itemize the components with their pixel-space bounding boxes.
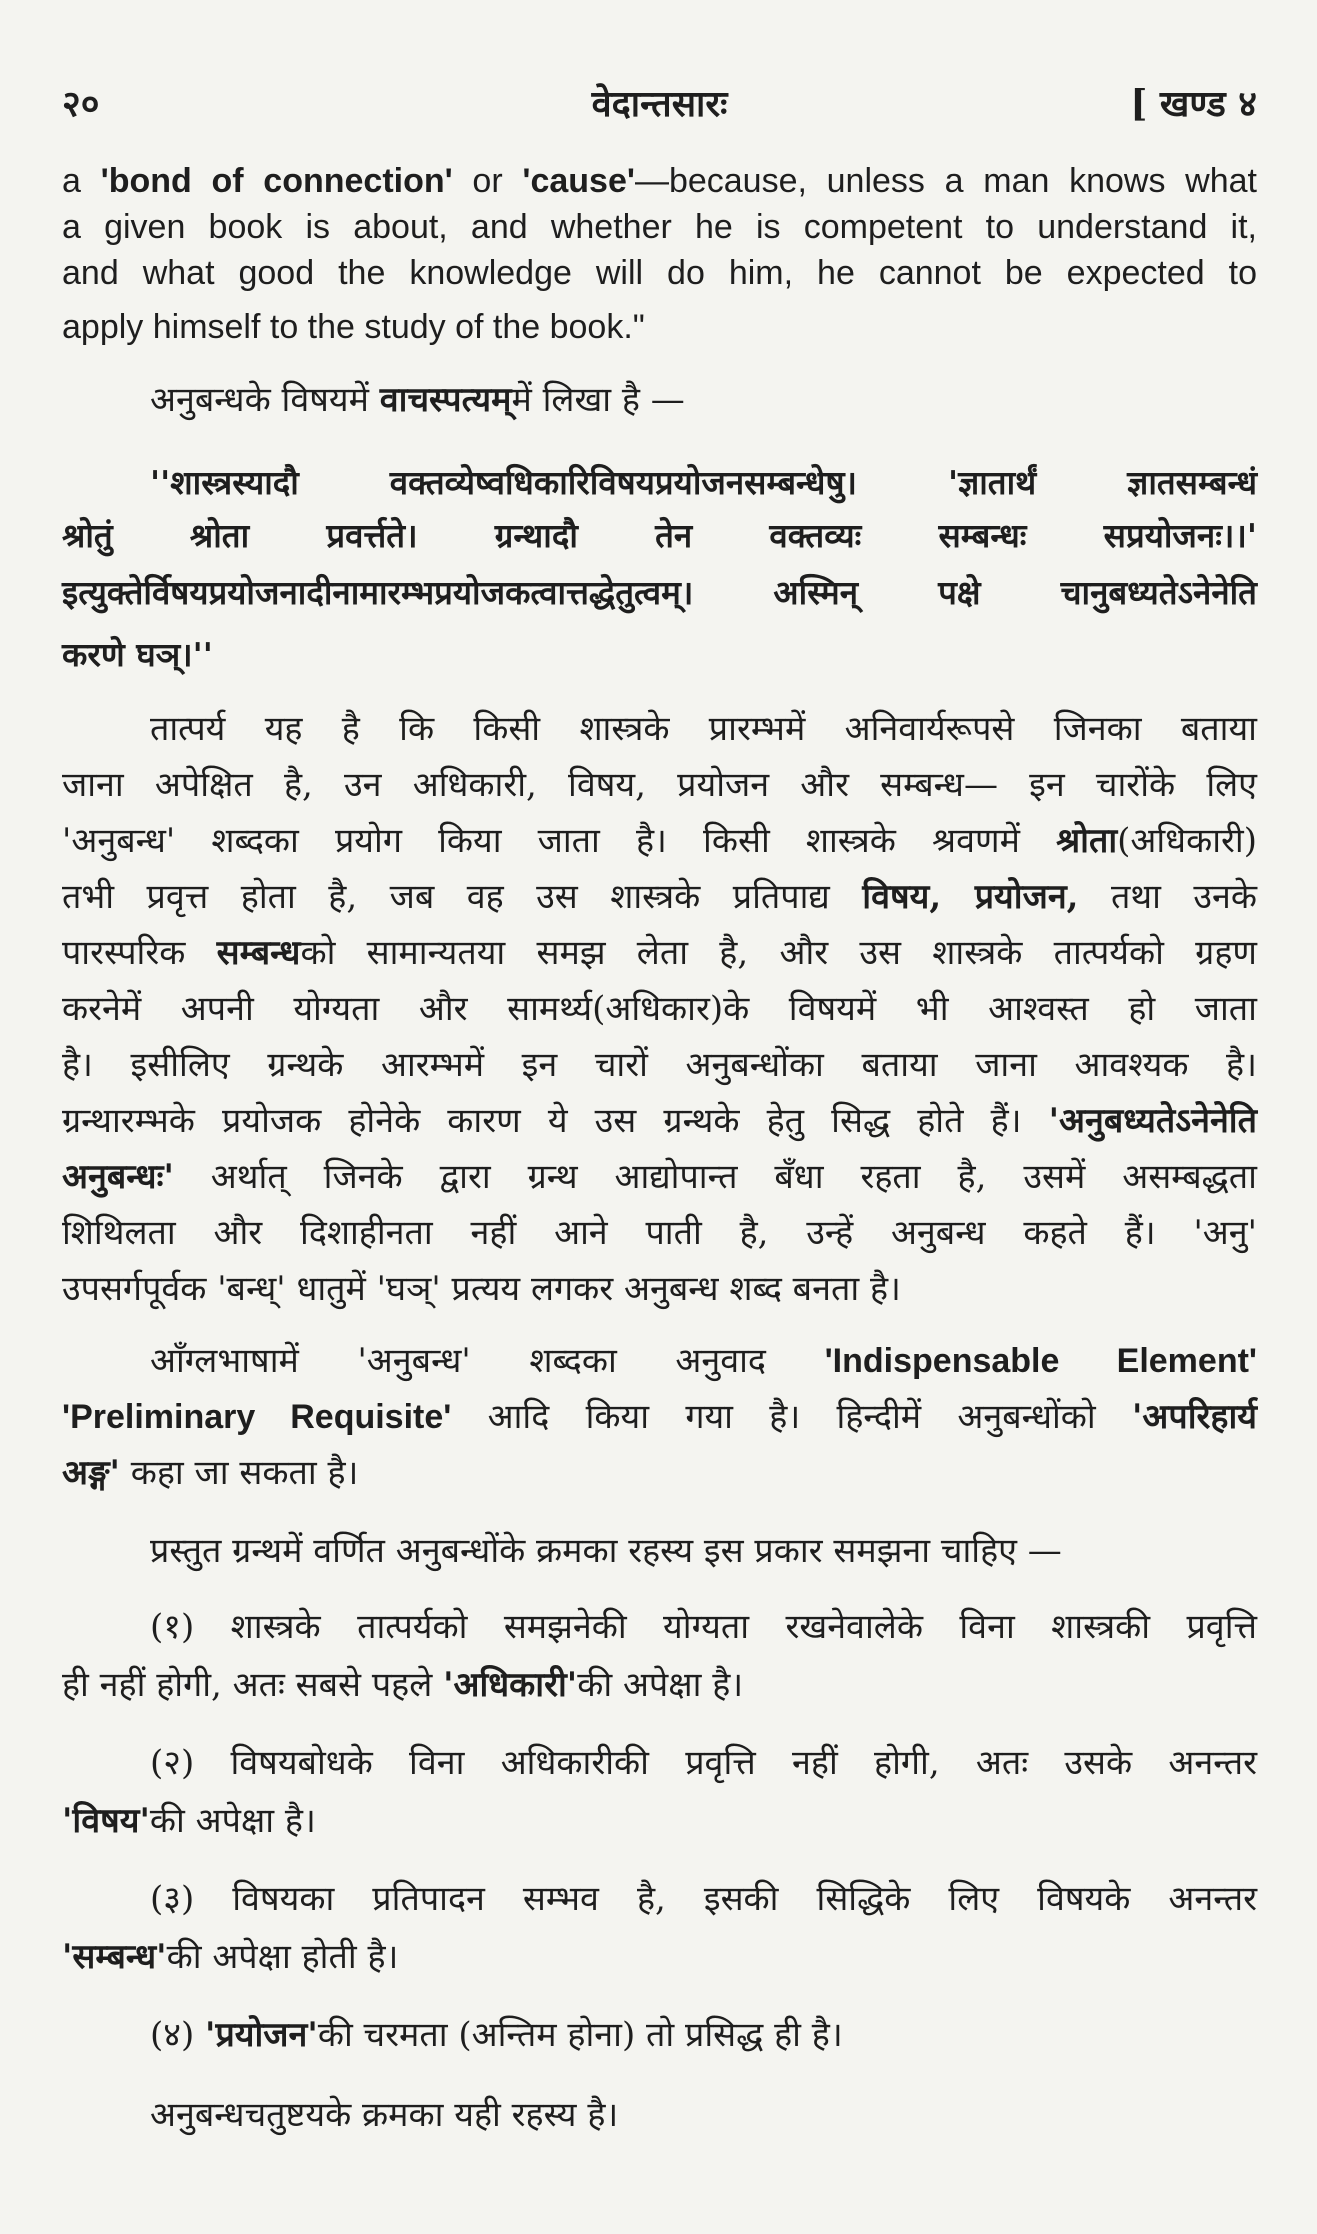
page-header xyxy=(62,78,1257,128)
body-paragraph-line: अङ्ग' कहा जा सकता है। xyxy=(62,1453,359,1493)
body-paragraph-line: जाना अपेक्षित है, उन अधिकारी, विषय, प्रयोजन और सम्बन्ध— इन चारोंके लिए xyxy=(62,765,1257,805)
sanskrit-quote-line: ''शास्त्रस्यादौ वक्तव्येष्वधिकारिविषयप्रयोजनसम्बन्धेषु। 'ज्ञातार्थं ज्ञातसम्बन्धं xyxy=(150,463,1257,502)
body-paragraph-line: तात्पर्य यह है कि किसी शास्त्रके प्रारम्भमें अनिवार्यरूपसे जिनका बताया xyxy=(150,709,1257,749)
closing-line: अनुबन्धचतुष्टयके क्रमका यही रहस्य है। xyxy=(150,2095,619,2135)
body-paragraph-line: है। इसीलिए ग्रन्थके आरम्भमें इन चारों अनुबन्धोंका बताया जाना आवश्यक है। xyxy=(62,1045,1257,1085)
section-label: [ खण्ड ४ xyxy=(1130,83,1257,125)
page-number: २० xyxy=(62,83,100,125)
body-paragraph-line: शिथिलता और दिशाहीनता नहीं आने पाती है, उन्हें अनुबन्ध कहते हैं। 'अनु' xyxy=(62,1213,1257,1253)
list-item-line: 'सम्बन्ध'की अपेक्षा होती है। xyxy=(62,1937,399,1977)
english-quote-line: a given book is about, and whether he is competent to understand it, xyxy=(62,208,1257,246)
list-item-line: ही नहीं होगी, अतः सबसे पहले 'अधिकारी'की अपेक्षा है। xyxy=(62,1665,744,1705)
list-item-line: (२) विषयबोधके विना अधिकारीकी प्रवृत्ति नहीं होगी, अतः उसके अनन्तर xyxy=(150,1743,1257,1783)
body-paragraph-line: करनेमें अपनी योग्यता और सामर्थ्य(अधिकार)के विषयमें भी आश्वस्त हो जाता xyxy=(62,989,1257,1029)
list-item-line: (४) 'प्रयोजन'की चरमता (अन्तिम होना) तो प्रसिद्ध ही है। xyxy=(150,2015,843,2055)
english-quote-line: and what good the knowledge will do him, he cannot be expected to xyxy=(62,254,1257,292)
body-paragraph-line: उपसर्गपूर्वक 'बन्ध्' धातुमें 'घञ्' प्रत्यय लगकर अनुबन्ध शब्द बनता है। xyxy=(62,1269,901,1309)
list-item-line: (१) शास्त्रके तात्पर्यको समझनेकी योग्यता रखनेवालेके विना शास्त्रकी प्रवृत्ति xyxy=(150,1607,1257,1647)
body-paragraph-line: 'अनुबन्ध' शब्दका प्रयोग किया जाता है। किसी शास्त्रके श्रवणमें श्रोता(अधिकारी) xyxy=(62,821,1257,861)
list-item-line: 'विषय'की अपेक्षा है। xyxy=(62,1801,316,1841)
running-title: वेदान्तसारः xyxy=(591,83,728,125)
body-paragraph-line: पारस्परिक सम्बन्धको सामान्यतया समझ लेता है, और उस शास्त्रके तात्पर्यको ग्रहण xyxy=(62,933,1257,973)
body-paragraph-line: अनुबन्धः' अर्थात् जिनके द्वारा ग्रन्थ आद्योपान्त बँधा रहता है, उसमें असम्बद्धता xyxy=(62,1157,1257,1197)
body-paragraph-line: आँग्लभाषामें 'अनुबन्ध' शब्दका अनुवाद 'Indispensable Element' xyxy=(150,1341,1258,1381)
sanskrit-quote-line: इत्युक्तेर्विषयप्रयोजनादीनामारम्भप्रयोजकत्वात्तद्धेतुत्वम्। अस्मिन् पक्षे चानुबध्यतेऽनेनेति xyxy=(62,573,1257,612)
english-quote-line: a 'bond of connection' or 'cause'—because, unless a man knows what xyxy=(62,162,1258,200)
body-paragraph-line: तभी प्रवृत्त होता है, जब वह उस शास्त्रके प्रतिपाद्य विषय, प्रयोजन, तथा उनके xyxy=(62,877,1257,917)
body-paragraph-line: ग्रन्थारम्भके प्रयोजक होनेके कारण ये उस ग्रन्थके हेतु सिद्ध होते हैं। 'अनुबध्यतेऽनेनेति xyxy=(62,1101,1257,1141)
list-item-line: (३) विषयका प्रतिपादन सम्भव है, इसकी सिद्धिके लिए विषयके अनन्तर xyxy=(150,1879,1257,1919)
sanskrit-quote-line: करणे घञ्।'' xyxy=(62,635,213,674)
body-paragraph-line: 'Preliminary Requisite' आदि किया गया है। हिन्दीमें अनुबन्धोंको 'अपरिहार्य xyxy=(62,1397,1258,1437)
english-quote-line: apply himself to the study of the book." xyxy=(62,308,645,346)
vachaspatyam-intro: अनुबन्धके विषयमें वाचस्पत्यम्में लिखा है — xyxy=(150,380,685,420)
sanskrit-quote-line: श्रोतुं श्रोता प्रवर्त्तते। ग्रन्थादौ तेन वक्तव्यः सम्बन्धः सप्रयोजनः।।' xyxy=(62,516,1257,555)
body-paragraph-line: प्रस्तुत ग्रन्थमें वर्णित अनुबन्धोंके क्रमका रहस्य इस प्रकार समझना चाहिए — xyxy=(150,1531,1062,1571)
